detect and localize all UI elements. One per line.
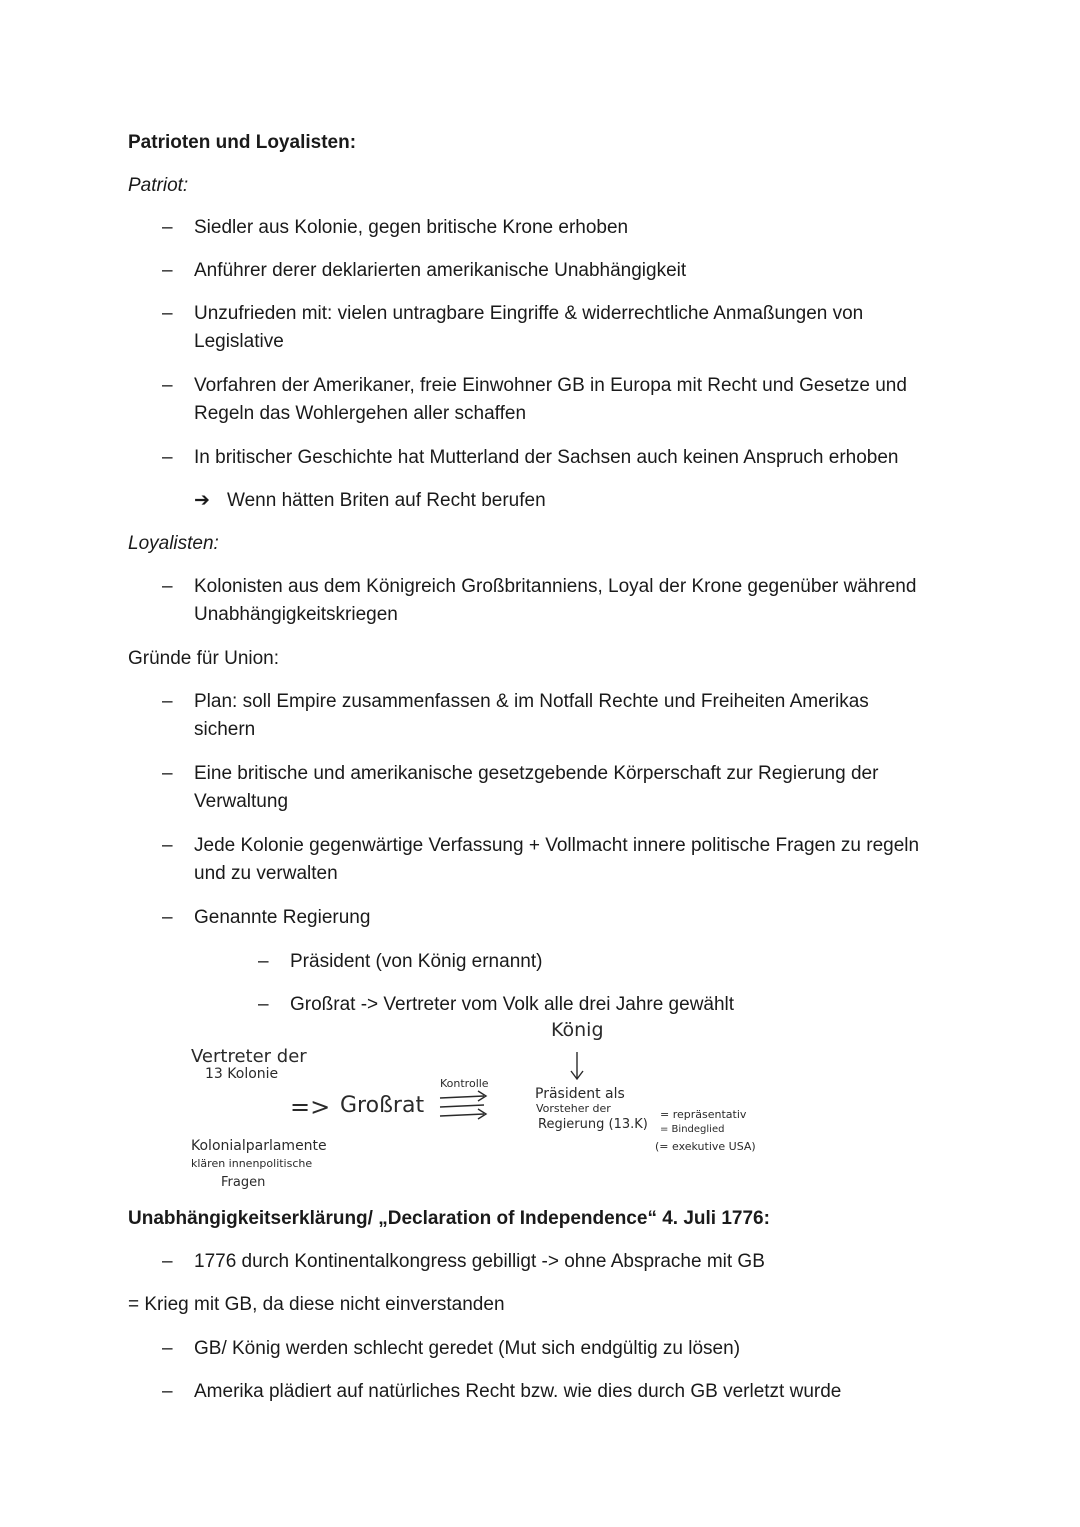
patriot-arrow-note: Wenn hätten Briten auf Recht berufen bbox=[227, 490, 546, 511]
union-item: Plan: soll Empire zusammenfassen & im Notfall Rechte und Freiheiten Amerikas bbox=[194, 691, 869, 712]
loyal-item-cont: Unabhängigkeitskriegen bbox=[194, 604, 398, 625]
sketch-note-bindeglied: = Bindeglied bbox=[660, 1124, 725, 1135]
bullet-dash: – bbox=[162, 835, 173, 856]
union-item-cont: sichern bbox=[194, 719, 256, 740]
patriot-item: Vorfahren der Amerikaner, freie Einwohner GB in Europa mit Recht und Gesetze und bbox=[194, 375, 907, 396]
union-item: Jede Kolonie gegenwärtige Verfassung + Vollmacht innere politische Fragen zu regeln bbox=[194, 835, 920, 856]
arrow-icon: ➔ bbox=[194, 490, 210, 511]
sketch-praesident: Präsident als bbox=[535, 1086, 625, 1102]
sketch-vertreter: Vertreter der bbox=[191, 1046, 307, 1067]
bullet-dash: – bbox=[162, 1338, 173, 1359]
heading-unabhaengigkeitserklaerung: Unabhängigkeitserklärung/ „Declaration of Independence“ 4. Juli 1776: bbox=[128, 1208, 770, 1229]
union-item: Genannte Regierung bbox=[194, 907, 371, 928]
declaration-item: Amerika plädiert auf natürliches Recht bzw. wie dies durch GB verletzt wurde bbox=[194, 1381, 842, 1402]
patriot-item-cont: Regeln das Wohlergehen aller schaffen bbox=[194, 403, 527, 424]
bullet-dash: – bbox=[162, 576, 173, 597]
sketch-grossrat: Großrat bbox=[340, 1093, 425, 1118]
sketch-note-exekutive: (= exekutive USA) bbox=[655, 1140, 756, 1153]
bullet-dash: – bbox=[162, 691, 173, 712]
control-arrow-line-1 bbox=[440, 1096, 484, 1098]
label-patriot: Patriot: bbox=[128, 175, 189, 196]
union-item-cont: Verwaltung bbox=[194, 791, 289, 812]
control-arrow-line-3 bbox=[440, 1114, 484, 1116]
bullet-dash: – bbox=[258, 951, 269, 972]
union-item: Eine britische und amerikanische gesetzgebende Körperschaft zur Regierung der bbox=[194, 763, 879, 784]
bullet-dash: – bbox=[162, 1381, 173, 1402]
bullet-dash: – bbox=[162, 217, 173, 238]
patriot-item: Anführer derer deklarierten amerikanische Unabhängigkeit bbox=[194, 260, 687, 281]
sketch-fragen: Fragen bbox=[221, 1175, 266, 1190]
patriot-item: Siedler aus Kolonie, gegen britische Krone erhoben bbox=[194, 217, 629, 238]
bullet-dash: – bbox=[162, 375, 173, 396]
bullet-dash: – bbox=[162, 907, 173, 928]
bullet-dash: – bbox=[162, 1251, 173, 1272]
declaration-item: 1776 durch Kontinentalkongress gebilligt -> ohne Absprache mit GB bbox=[194, 1251, 765, 1272]
bullet-dash: – bbox=[162, 763, 173, 784]
union-sub-item: Großrat -> Vertreter vom Volk alle drei Jahre gewählt bbox=[290, 994, 735, 1015]
patriot-item: In britischer Geschichte hat Mutterland der Sachsen auch keinen Anspruch erhoben bbox=[194, 447, 899, 468]
sketch-vertreter-kolonie: 13 Kolonie bbox=[205, 1066, 279, 1082]
union-item-cont: und zu verwalten bbox=[194, 863, 338, 884]
patriot-item-cont: Legislative bbox=[194, 331, 284, 352]
sketch-regierung: Regierung (13.K) bbox=[538, 1117, 648, 1132]
label-loyalisten: Loyalisten: bbox=[128, 533, 219, 554]
sketch-kolonialparlamente: Kolonialparlamente bbox=[191, 1138, 327, 1154]
sketch-vorsteher: Vorsteher der bbox=[536, 1102, 611, 1115]
declaration-item: GB/ König werden schlecht geredet (Mut sich endgültig zu lösen) bbox=[194, 1338, 741, 1359]
declaration-conclusion: = Krieg mit GB, da diese nicht einverstanden bbox=[128, 1294, 505, 1315]
heading-patrioten-loyalisten: Patrioten und Loyalisten: bbox=[128, 132, 357, 153]
bullet-dash: – bbox=[258, 994, 269, 1015]
patriot-item: Unzufrieden mit: vielen untragbare Eingriffe & widerrechtliche Anmaßungen von bbox=[194, 303, 864, 324]
sketch-double-arrow: => bbox=[290, 1093, 331, 1121]
loyal-item: Kolonisten aus dem Königreich Großbritanniens, Loyal der Krone gegenüber während bbox=[194, 576, 917, 597]
bullet-dash: – bbox=[162, 303, 173, 324]
bullet-dash: – bbox=[162, 447, 173, 468]
bullet-dash: – bbox=[162, 260, 173, 281]
heading-gruende-union: Gründe für Union: bbox=[128, 648, 280, 669]
sketch-koenig: König bbox=[551, 1019, 604, 1041]
union-sub-item: Präsident (von König ernannt) bbox=[290, 951, 543, 972]
sketch-note-repraesentativ: = repräsentativ bbox=[660, 1108, 747, 1121]
control-arrow-line-2 bbox=[440, 1105, 484, 1107]
sketch-klaeren: klären innenpolitische bbox=[191, 1157, 313, 1170]
sketch-kontrolle: Kontrolle bbox=[440, 1077, 489, 1090]
